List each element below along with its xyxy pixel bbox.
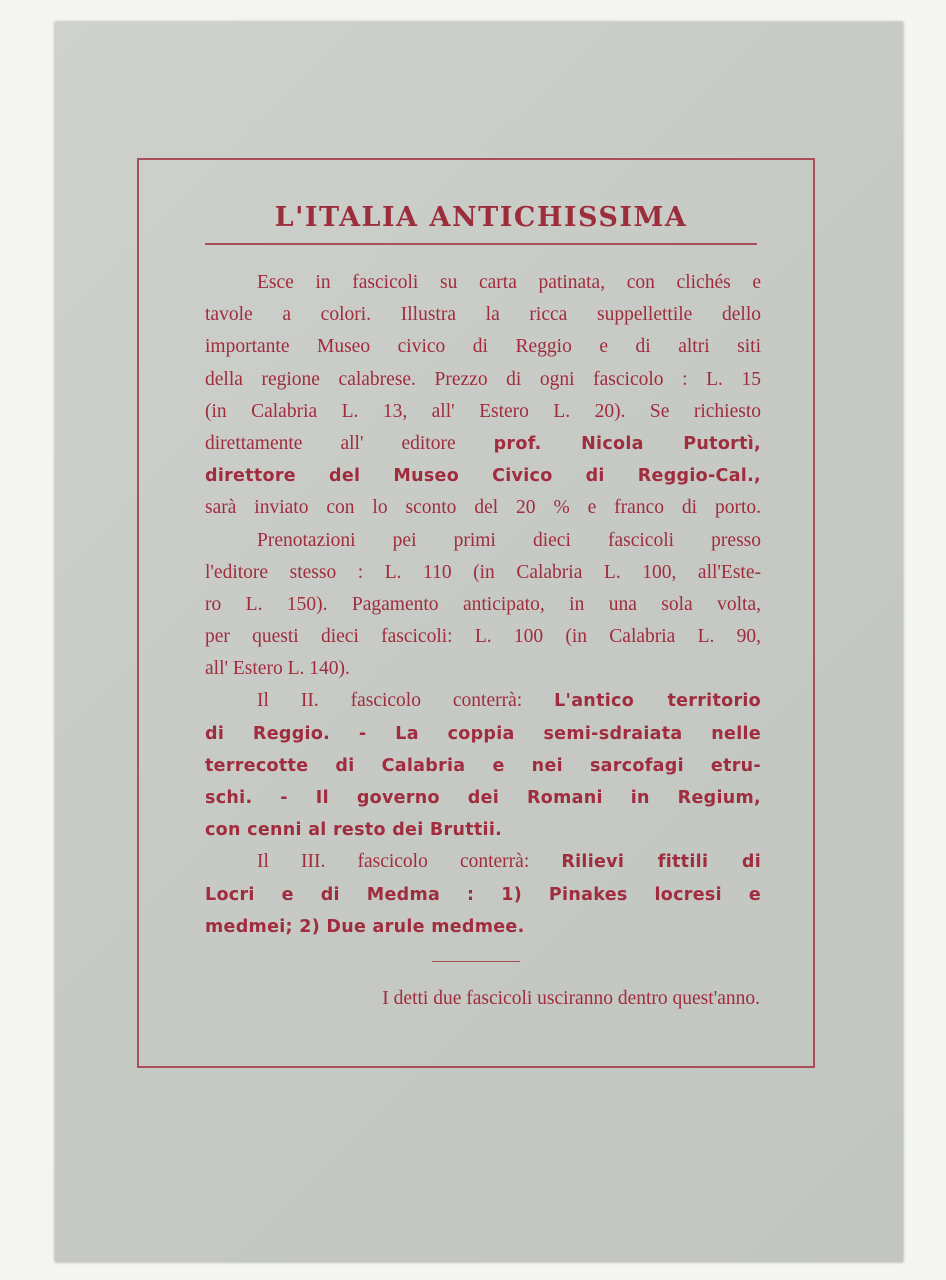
body-text: (in Calabria L. 13, all' Estero L. 20). Se richiesto <box>205 400 761 422</box>
body-text: per questi dieci fascicoli: L. 100 (in Calabria L. 90, <box>205 626 761 648</box>
announcement-body <box>205 267 761 943</box>
text-line <box>205 299 761 331</box>
body-text: Esce in fascicoli su carta patinata, con clichés e <box>257 272 761 293</box>
body-text: all' Estero L. 140). <box>205 658 350 680</box>
body-text: ro L. 150). Pagamento anticipato, in una sola volta, <box>205 593 761 615</box>
text-line <box>205 460 761 492</box>
bold-text: Locri e di Medma : 1) Pinakes locresi e <box>205 884 761 905</box>
body-text: l'editore stesso : L. 110 (in Calabria L. 100, all'Este- <box>205 561 761 583</box>
body-text: della regione calabrese. Prezzo di ogni fascicolo : L. 15 <box>205 368 761 390</box>
text-line <box>205 364 761 396</box>
bold-text: di Reggio. - La coppia semi-sdraiata nelle <box>205 723 761 744</box>
page-title: L'ITALIA ANTICHISSIMA <box>274 202 688 233</box>
text-line <box>205 782 761 814</box>
body-text: Il II. fascicolo conterrà: <box>257 690 555 712</box>
closing-note: I detti due fascicoli usciranno dentro quest'anno. <box>382 988 760 1009</box>
text-line <box>205 492 761 524</box>
text-line <box>205 814 761 846</box>
text-line <box>205 621 761 653</box>
text-line <box>205 653 761 685</box>
text-line <box>205 428 761 460</box>
body-text: Il III. fascicolo conterrà: <box>257 851 562 873</box>
title-underline <box>205 243 757 245</box>
bold-text: direttore del Museo Civico di Reggio-Cal., <box>205 466 761 487</box>
text-line <box>205 267 761 299</box>
text-line <box>205 525 761 557</box>
text-line <box>205 557 761 589</box>
text-line <box>205 685 761 717</box>
bold-text: prof. Nicola Putortì, <box>493 433 761 454</box>
text-line <box>205 396 761 428</box>
bold-text: L'antico territorio <box>554 691 761 712</box>
text-line <box>205 879 761 911</box>
text-line <box>205 718 761 750</box>
bold-text: Rilievi fittili di <box>561 852 761 873</box>
body-text: Prenotazioni pei primi dieci fascicoli presso <box>257 529 761 551</box>
text-line <box>205 911 761 943</box>
section-divider <box>432 961 520 962</box>
bold-text: medmei; 2) Due arule medmee. <box>205 916 525 937</box>
body-text: direttamente all' editore <box>205 432 494 454</box>
bold-text: terrecotte di Calabria e nei sarcofagi etru- <box>205 755 761 776</box>
text-line <box>205 331 761 363</box>
bold-text: con cenni al resto dei Bruttii. <box>205 820 503 841</box>
bold-text: schi. - Il governo dei Romani in Regium, <box>205 788 761 808</box>
body-text: tavole a colori. Illustra la ricca suppellettile dello <box>205 304 761 326</box>
body-text: sarà inviato con lo sconto del 20 % e franco di porto. <box>205 497 761 519</box>
text-line <box>205 846 761 878</box>
text-line <box>205 750 761 782</box>
text-line <box>205 589 761 621</box>
body-text: importante Museo civico di Reggio e di altri siti <box>205 336 761 358</box>
